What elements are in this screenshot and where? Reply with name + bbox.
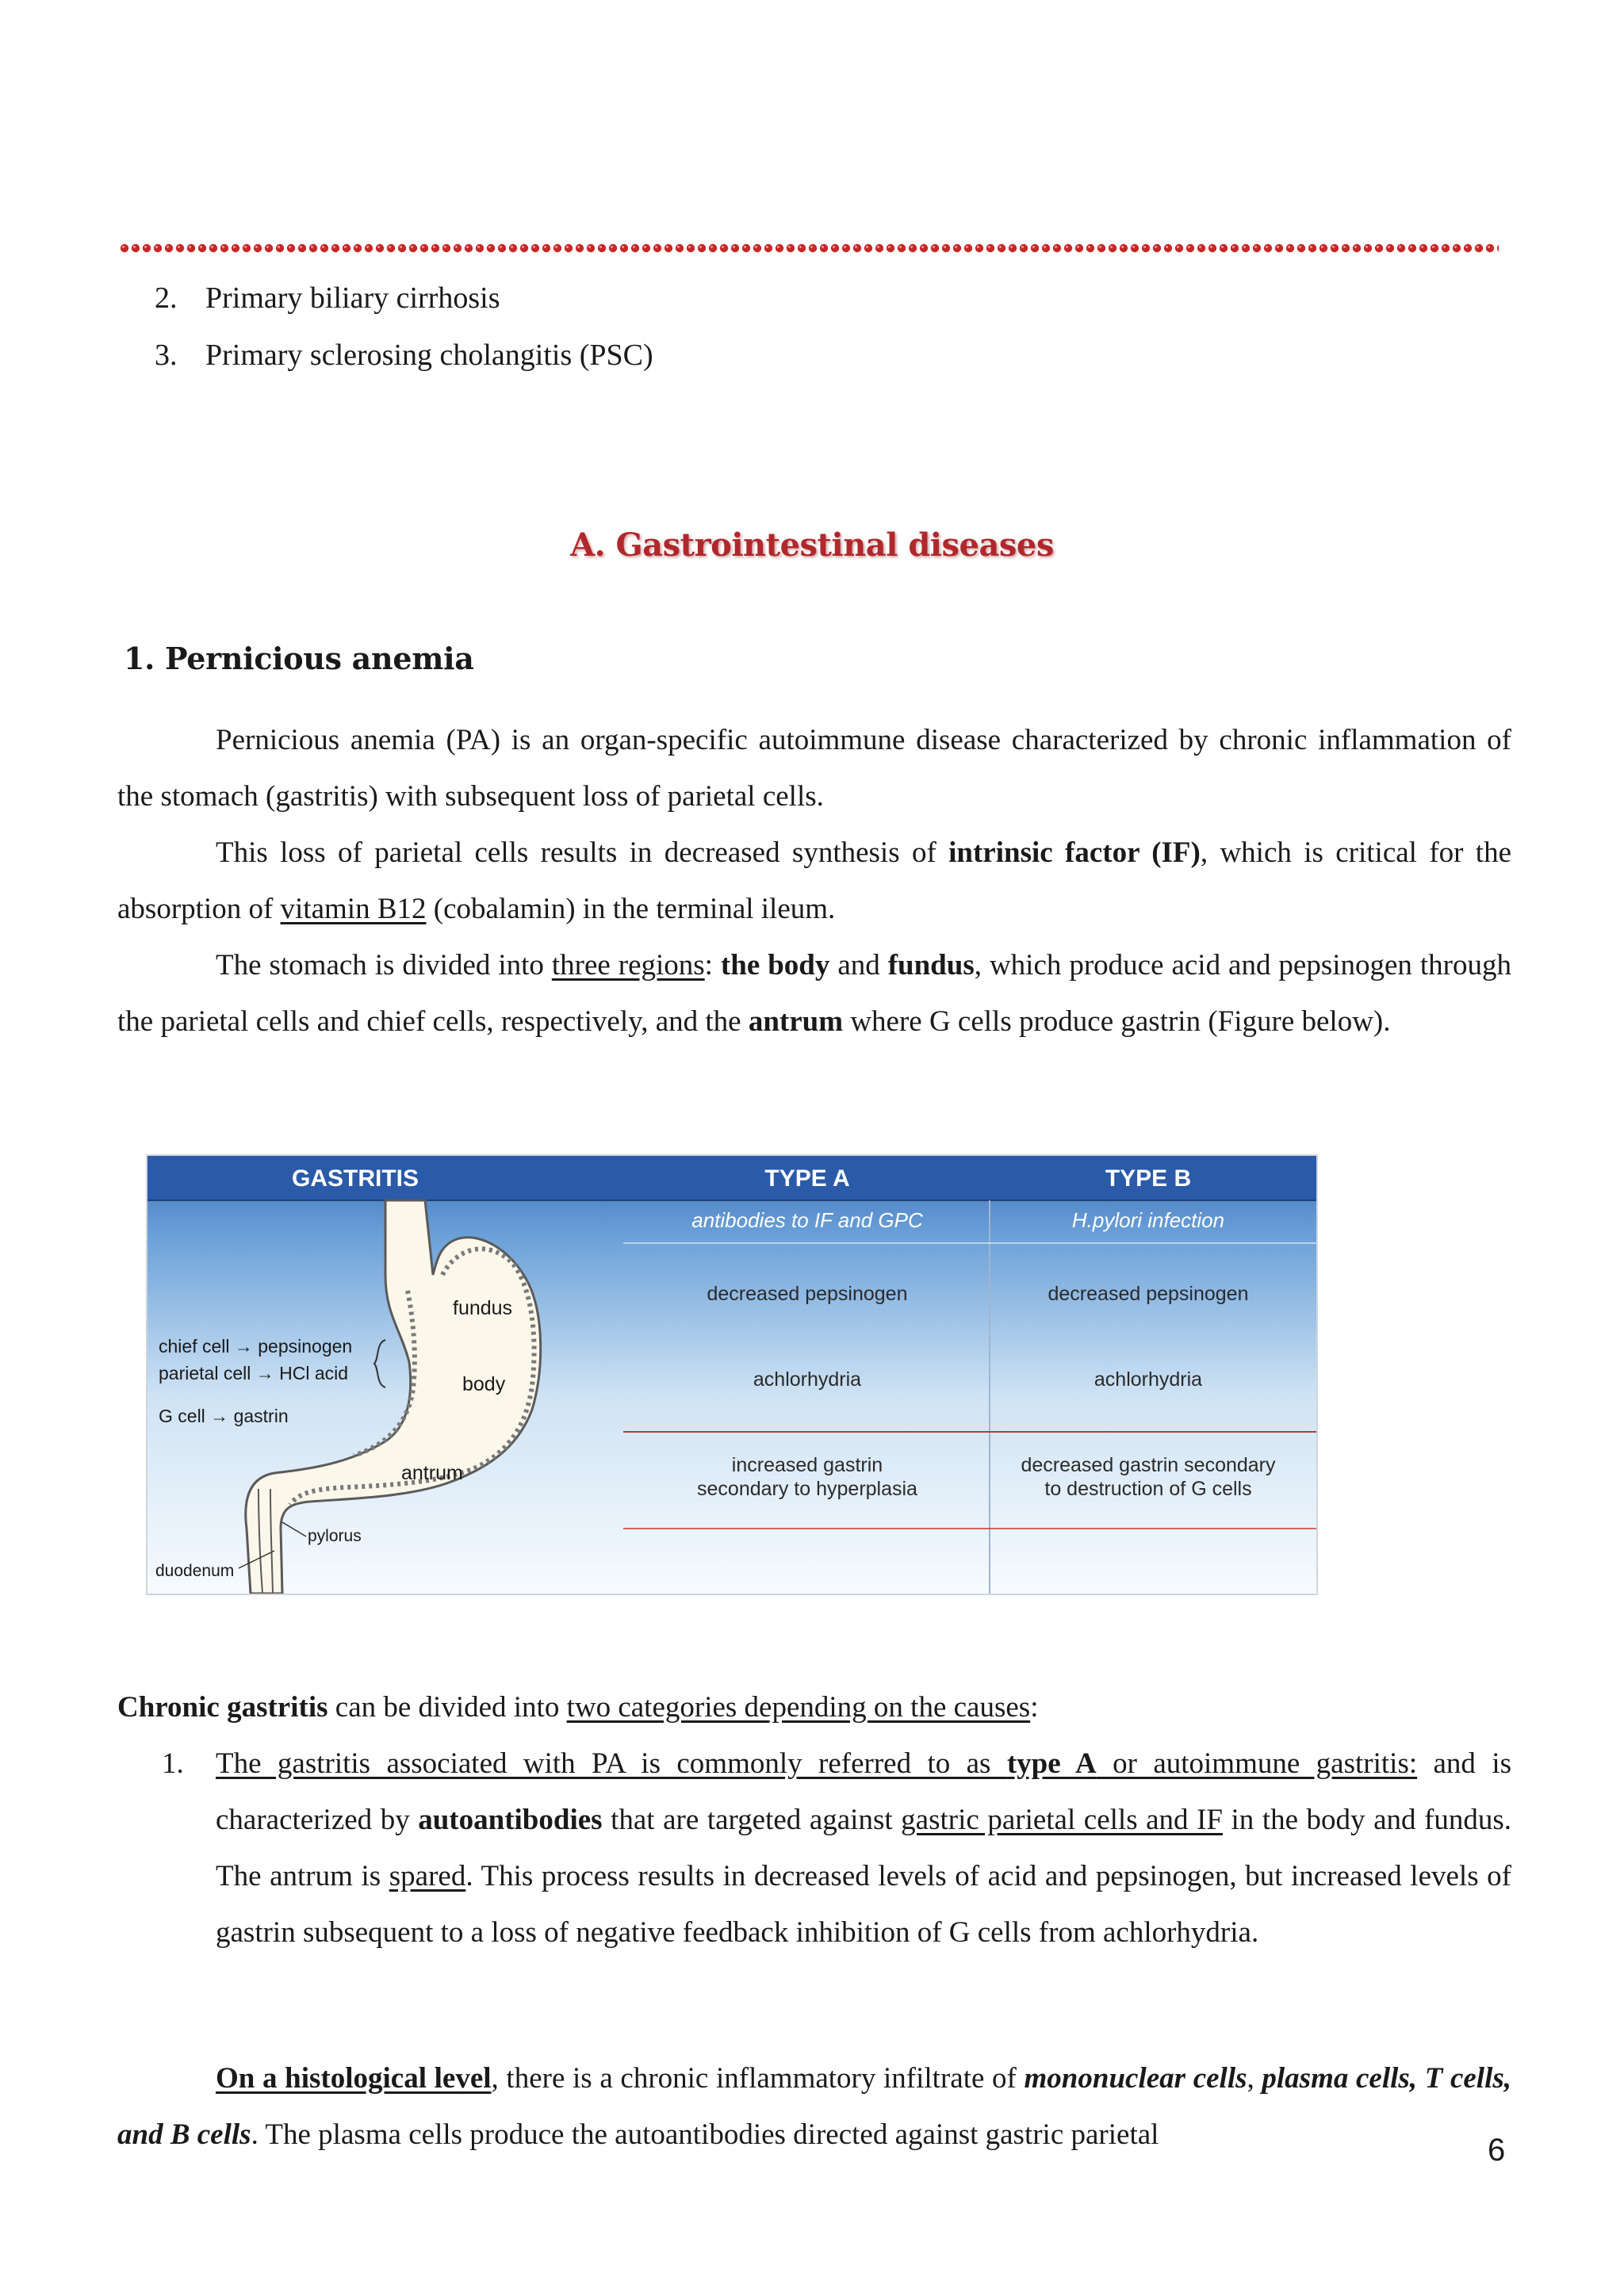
label-chief-cell: chief cell → pepsinogen [159, 1336, 353, 1357]
gastritis-figure [146, 1154, 1318, 1595]
paragraph-2: This loss of parietal cells results in decreased synthesis of intrinsic factor (IF), which is critical for the absorption of vitamin B12 (cobalamin) in the terminal ileum. [117, 836, 1512, 925]
header-type-a: TYPE A [764, 1165, 850, 1192]
cell-a-gastrin-1: increased gastrin [731, 1454, 883, 1476]
label-g-cell: G cell → gastrin [159, 1406, 289, 1426]
label-antrum: antrum [401, 1462, 463, 1484]
cell-b-pepsinogen: decreased pepsinogen [1048, 1283, 1249, 1305]
chronic-gastritis-intro: Chronic gastritis can be divided into two categories depending on the causes: [117, 1691, 1039, 1724]
ordered-list-item-1: 1. The gastritis associated with PA is commonly referred to as type A or autoimmune gastritis: and is characterized by autoantibodies that are targeted against gastric parietal cells and IF in the body and fundus. The antrum is spared. This process results in decreased levels of acid and pepsinogen, but increased levels of gastrin subsequent to a loss of negative feedback inhibition of G cells from achlorhydria. [162, 1747, 1512, 1949]
cell-b-gastrin-2: to destruction of G cells [1044, 1478, 1252, 1500]
cell-a-achlorhydria: achlorhydria [753, 1368, 862, 1391]
subheader-type-a: antibodies to IF and GPC [691, 1208, 923, 1232]
cell-a-gastrin-2: secondary to hyperplasia [697, 1478, 917, 1500]
header-gastritis: GASTRITIS [291, 1165, 419, 1192]
page-number: 6 [1488, 2133, 1506, 2168]
list-item: 2. Primary biliary cirrhosis [155, 281, 500, 315]
label-fundus: fundus [453, 1297, 513, 1319]
label-duodenum: duodenum [155, 1562, 235, 1580]
sub-heading: 1. Pernicious anemia [124, 641, 474, 676]
cell-b-achlorhydria: achlorhydria [1094, 1368, 1203, 1391]
cell-b-gastrin-1: decreased gastrin secondary [1021, 1454, 1276, 1476]
header-type-b: TYPE B [1105, 1165, 1192, 1192]
label-pylorus: pylorus [308, 1527, 362, 1545]
list-item: 3. Primary sclerosing cholangitis (PSC) [155, 339, 653, 372]
subheader-type-b: H.pylori infection [1071, 1208, 1225, 1232]
label-parietal-cell: parietal cell → HCl acid [159, 1363, 349, 1383]
section-heading: A. Gastrointestinal diseases [570, 526, 1054, 564]
paragraph-1: Pernicious anemia (PA) is an organ-specific autoimmune disease characterized by chronic inflammation of the stomach (gastritis) with subsequent loss of parietal cells. [117, 724, 1511, 813]
decorative-divider [119, 241, 1499, 255]
label-body: body [462, 1373, 506, 1395]
top-list [155, 270, 653, 384]
histology-paragraph: On a histological level, there is a chronic inflammatory infiltrate of mononuclear cells, plasma cells, T cells, and B cells. The plasma cells produce the autoantibodies directed against gastric parietal [117, 2062, 1511, 2151]
paragraph-3: The stomach is divided into three regions: the body and fundus, which produce acid and pepsinogen through the parietal cells and chief cells, respectively, and the antrum where G cells produce gastrin (Figure below). [117, 949, 1511, 1038]
gastritis-diagram [147, 1156, 1316, 1594]
cell-a-pepsinogen: decreased pepsinogen [707, 1283, 908, 1305]
